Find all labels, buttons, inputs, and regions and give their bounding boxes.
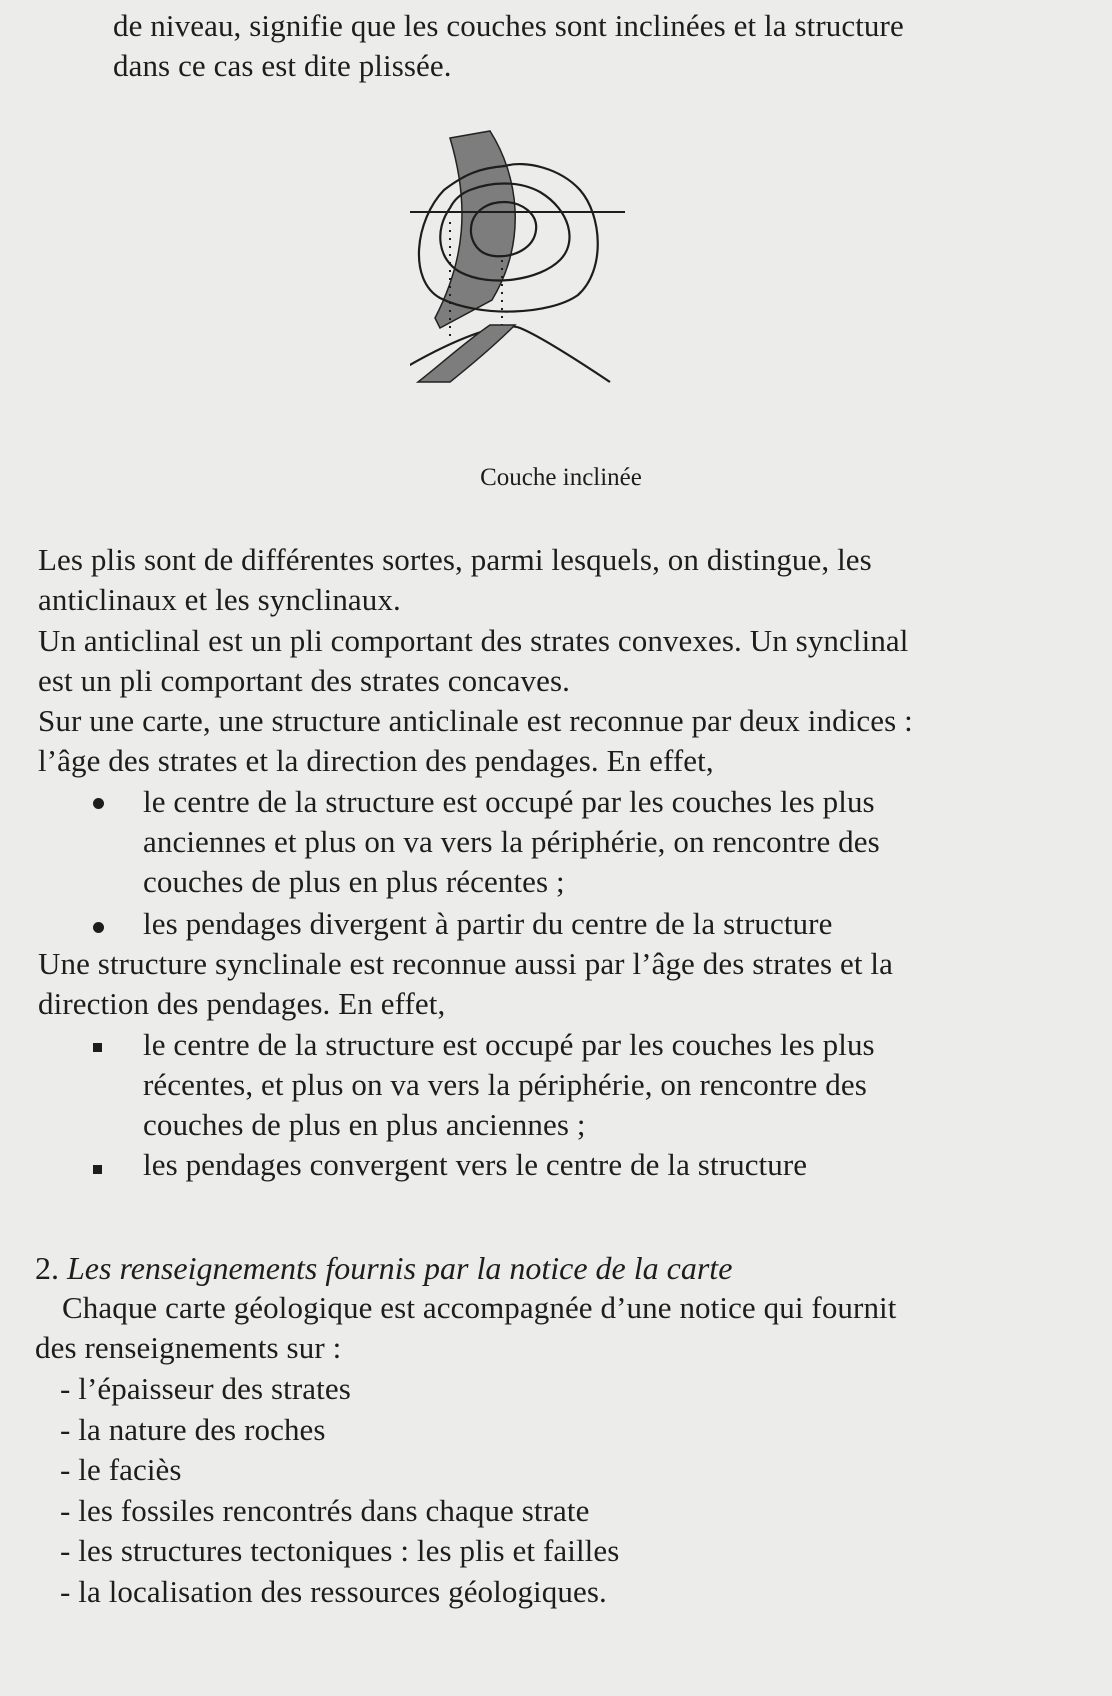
synclinal-bullet-1-line-1: le centre de la structure est occupé par les couches les plus — [143, 1027, 875, 1062]
figure-caption: Couche inclinée — [480, 464, 642, 491]
notice-item-2: - la nature des roches — [60, 1412, 326, 1447]
anticlinal-bullet-2-line-1: les pendages divergent à partir du centre de la structure — [143, 906, 833, 941]
section-2-number: 2. — [35, 1250, 59, 1286]
syncline-line-2: direction des pendages. En effet, — [38, 986, 446, 1021]
syncline-line-1: Une structure synclinale est reconnue aussi par l’âge des strates et la — [38, 946, 893, 981]
notice-item-3: - le faciès — [60, 1452, 182, 1487]
synclinal-bullet-2-line-1: les pendages convergent vers le centre de la structure — [143, 1147, 808, 1182]
bullet-square-icon — [93, 1043, 102, 1052]
notice-item-5: - les structures tectoniques : les plis et failles — [60, 1533, 620, 1568]
para-line-6: l’âge des strates et la direction des pendages. En effet, — [38, 743, 714, 778]
notice-item-4: - les fossiles rencontrés dans chaque strate — [60, 1493, 590, 1528]
para-line-2: anticlinaux et les synclinaux. — [38, 582, 401, 617]
para-line-4: est un pli comportant des strates concaves. — [38, 663, 571, 698]
section-2-title: Les renseignements fournis par la notice de la carte — [67, 1250, 733, 1286]
para-line-3: Un anticlinal est un pli comportant des strates convexes. Un synclinal — [38, 623, 909, 658]
anticlinal-bullet-1-line-3: couches de plus en plus récentes ; — [143, 864, 565, 899]
intro-line-2: dans ce cas est dite plissée. — [113, 48, 452, 83]
intro-line-1: de niveau, signifie que les couches sont inclinées et la structure — [113, 8, 904, 43]
para-line-5: Sur une carte, une structure anticlinale est reconnue par deux indices : — [38, 703, 913, 738]
synclinal-bullet-1-line-3: couches de plus en plus anciennes ; — [143, 1107, 586, 1142]
anticlinal-bullet-1-line-2: anciennes et plus on va vers la périphérie, on rencontre des — [143, 824, 880, 859]
section-2-heading — [35, 1248, 732, 1288]
inclined-layer-figure — [410, 130, 690, 420]
synclinal-bullet-1-line-2: récentes, et plus on va vers la périphérie, on rencontre des — [143, 1067, 867, 1102]
inclined-layer-band-map — [435, 131, 515, 328]
section-2-intro-line-1: Chaque carte géologique est accompagnée d’une notice qui fournit — [62, 1290, 897, 1325]
bullet-dot-icon — [93, 798, 104, 809]
section-2-intro-line-2: des renseignements sur : — [35, 1330, 342, 1365]
bullet-square-icon — [93, 1165, 102, 1174]
bullet-dot-icon — [93, 922, 104, 933]
anticlinal-bullet-1-line-1: le centre de la structure est occupé par les couches les plus — [143, 784, 875, 819]
notice-item-1: - l’épaisseur des strates — [60, 1371, 351, 1406]
para-line-1: Les plis sont de différentes sortes, parmi lesquels, on distingue, les — [38, 542, 872, 577]
notice-item-6: - la localisation des ressources géologiques. — [60, 1574, 607, 1609]
